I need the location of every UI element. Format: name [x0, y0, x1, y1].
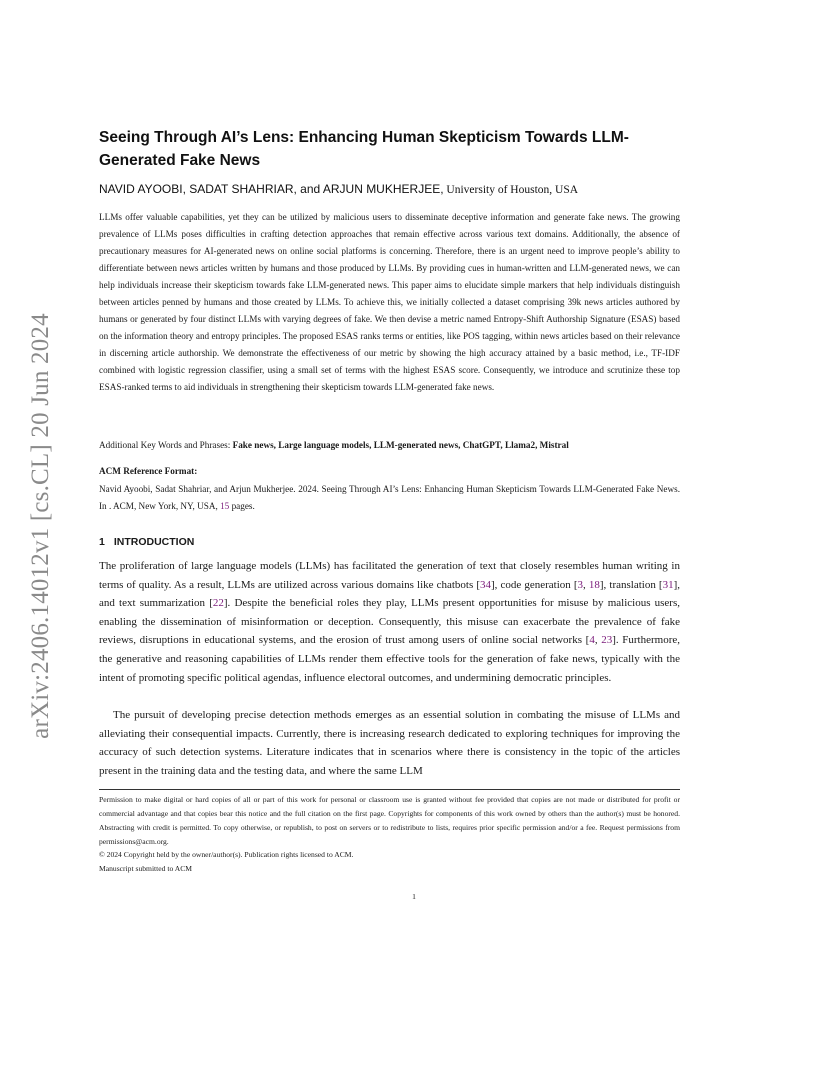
para1-text: , [583, 578, 589, 591]
paper-title: Seeing Through AI’s Lens: Enhancing Human Skepticism Towards LLM-Generated Fake News [99, 129, 629, 169]
keywords-list: Fake news, Large language models, LLM-generated news, ChatGPT, Llama2, Mistral [232, 440, 569, 450]
citation-link[interactable]: 18 [588, 578, 600, 591]
intro-paragraph-2: The pursuit of developing precise detection methods emerges as an essential solution in combating the misuse of LLMs and alleviating their consequential impacts. Currently, there is increasing research dedicated to exploring techniques for improving the accuracy of such detection systems. Literature indicates that in scenarios where there is consistency in the topic of the articles present in the training data and the testing data, and where the same LLM [99, 709, 680, 777]
arxiv-identifier: arXiv:2406.14012v1 [cs.CL] 20 Jun 2024 [27, 313, 54, 739]
footnote-copyright: © 2024 Copyright held by the owner/author(s). Publication rights licensed to ACM. [99, 850, 354, 859]
author-line [99, 182, 739, 196]
keywords-line [99, 438, 680, 452]
citation-link[interactable]: 4 [589, 634, 595, 647]
para1-text: The proliferation of large language models (LLMs) has facilitated the generation of text that closely resembles human writing in terms of quality. As a result, LLMs are utilized across various domains like chatbots [ [99, 560, 680, 591]
footnote-permission: Permission to make digital or hard copies of all or part of this work for personal or classroom use is granted without fee provided that copies are not made or distributed for profit or commercial advantage and that copies bear this notice and the full citation on the first page. Copyrights for components of this work owned by others than the author(s) must be honored. Abstracting with credit is permitted. To copy otherwise, or republish, to post on servers or to redistribute to lists, requires prior specific permission and/or a fee. Request permissions from permissions@acm.org. [99, 795, 680, 846]
para1-text: ]. Furthermore, the generative and reasoning capabilities of LLMs render them effective tools for the generation of fake news, typically with the intent of promoting specific political agendas, influence electoral outcomes, and undermining democratic principles. [99, 634, 681, 684]
page-number: 1 [412, 892, 416, 901]
acm-reference-body: Navid Ayoobi, Sadat Shahriar, and Arjun Mukherjee. 2024. Seeing Through AI’s Lens: Enhancing Human Skepticism Towards LLM-Generated Fake News. In . ACM, New York, NY, USA, [99, 484, 680, 511]
para1-text: , [594, 634, 602, 647]
author-affiliation: University of Houston, USA [443, 184, 579, 196]
citation-link[interactable]: 22 [212, 597, 224, 610]
para1-text: ], translation [ [599, 578, 663, 591]
section-number: 1 [99, 536, 105, 548]
citation-link[interactable]: 3 [577, 578, 584, 591]
para1-text: ]. Despite the beneficial roles they play, LLMs present opportunities for misuse by malicious users, enabling the dissemination of misinformation or deception. Consequently, this misuse can exacerbate the prevalence of fake reviews, disruptions in educational systems, and the erosion of trust among users of online social networks [ [99, 597, 680, 647]
footnote-rule [99, 789, 680, 790]
footnote-manuscript: Manuscript submitted to ACM [99, 864, 193, 873]
keywords-label: Additional Key Words and Phrases: [99, 440, 233, 450]
section-title: INTRODUCTION [113, 536, 195, 548]
citation-link[interactable]: 23 [601, 634, 613, 647]
author-names: NAVID AYOOBI, SADAT SHAHRIAR, and ARJUN MUKHERJEE, [99, 182, 444, 196]
page-count-link[interactable]: 15 [220, 501, 230, 511]
para1-text: ], code generation [ [491, 578, 578, 591]
acm-reference-heading: ACM Reference Format: [99, 466, 198, 476]
citation-link[interactable]: 31 [662, 578, 674, 591]
intro-paragraph-1 [99, 557, 680, 687]
acm-reference-tail: pages. [229, 501, 255, 511]
arxiv-side-stamp [21, 290, 61, 762]
section-heading [99, 536, 194, 548]
acm-reference-text [99, 481, 680, 515]
abstract: LLMs offer valuable capabilities, yet they can be utilized by malicious users to disseminate deceptive information and generate fake news. The growing prevalence of LLMs poses difficulties in crafting detection approaches that remain effective across various text domains. Additionally, the absence of precautionary measures for AI-generated news on online social platforms is concerning. Therefore, there is an urgent need to improve people’s ability to differentiate between news articles written by humans and those produced by LLMs. By providing cues in human-written and LLM-generated news, we can help individuals increase their skepticism towards fake LLM-generated news. This paper aims to elucidate simple markers that help individuals distinguish between articles penned by humans and those created by LLMs. To achieve this, we initially collected a dataset comprising 39k news articles authored by humans or generated by four distinct LLMs with varying degrees of fake. We then devise a metric named Entropy-Shift Authorship Signature (ESAS) based on the information theory and entropy principles. The proposed ESAS ranks terms or entities, like POS tagging, within news articles based on their relevance in discerning article authorship. We demonstrate the effectiveness of our metric by showing the high accuracy attained by a basic method, i.e., TF-IDF combined with logistic regression classifier, using a small set of terms with the highest ESAS score. Consequently, we introduce and scrutinize these top ESAS-ranked terms to aid individuals in strengthening their skepticism towards LLM-generated fake news. [99, 212, 680, 392]
citation-link[interactable]: 34 [480, 578, 492, 591]
para1-text: ], and text summarization [ [99, 578, 681, 610]
